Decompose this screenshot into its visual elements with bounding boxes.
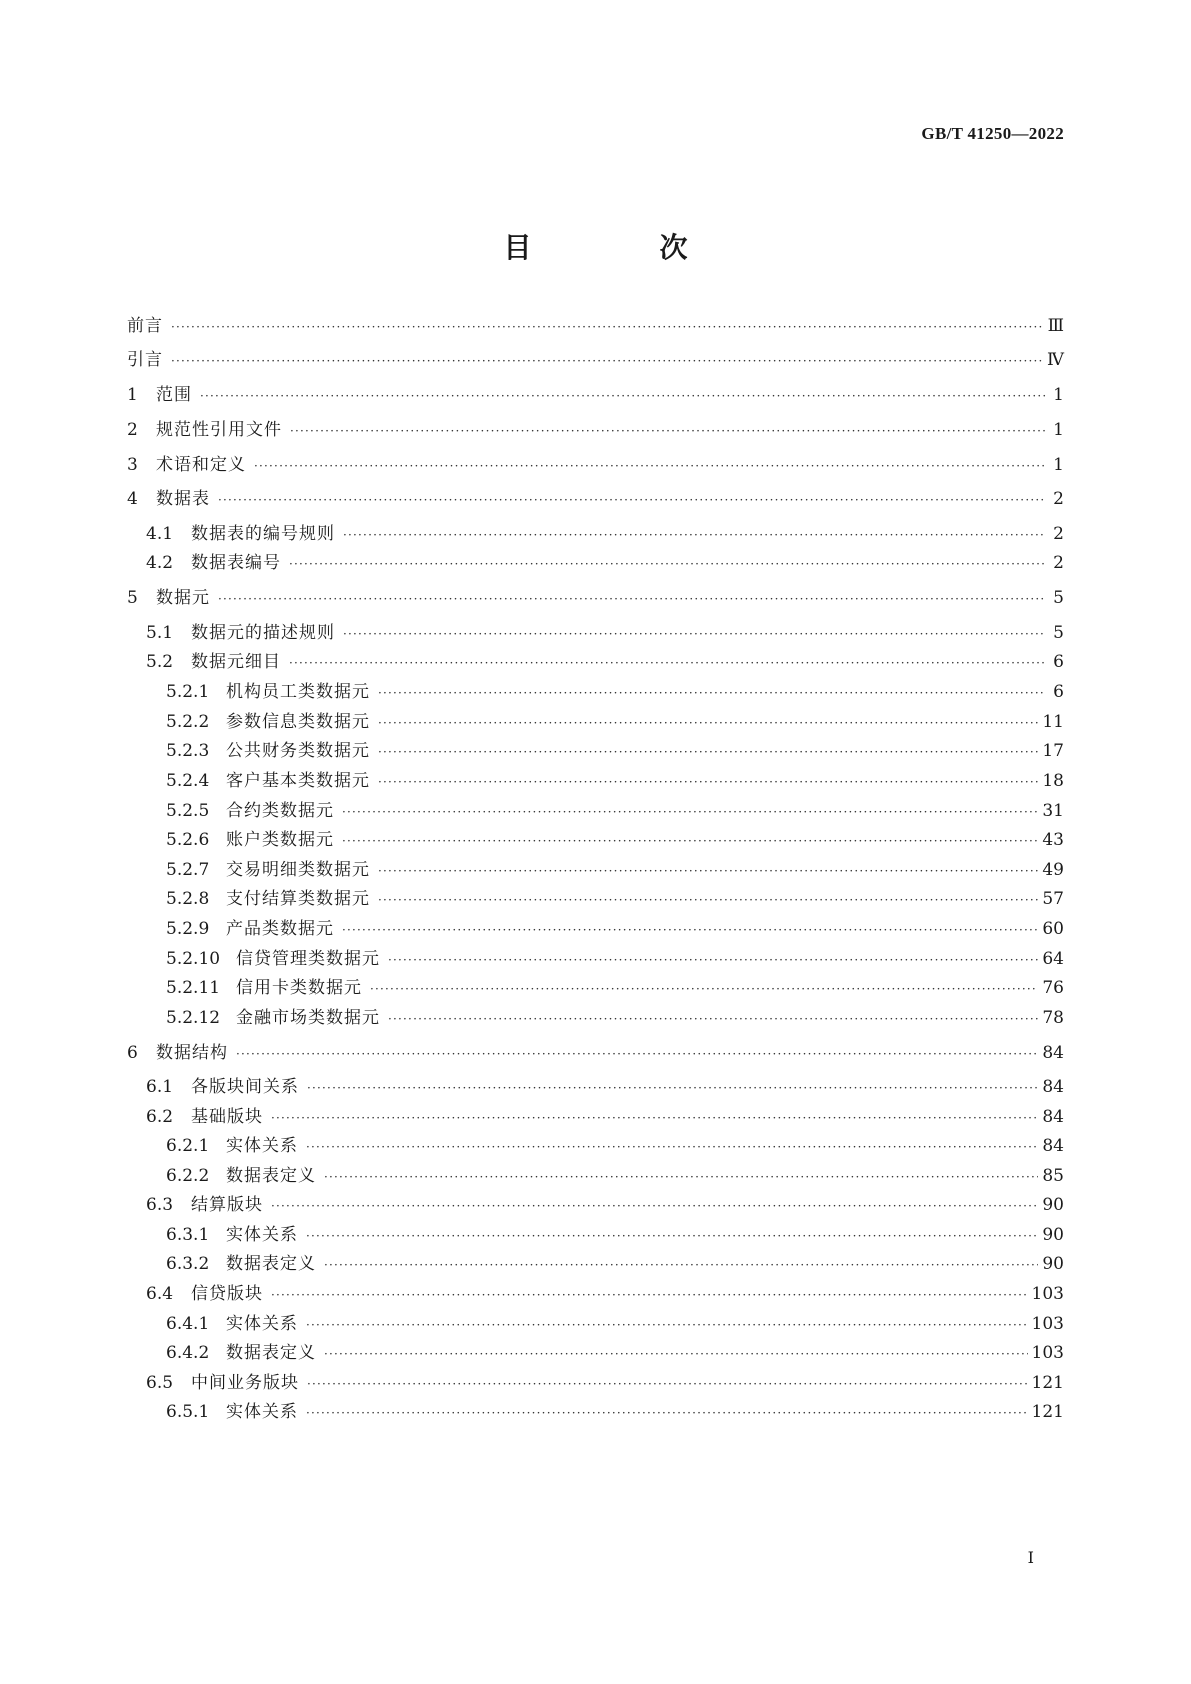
toc-entry-number: 5.2.8 xyxy=(166,889,210,909)
toc-leader-dots xyxy=(378,893,1038,907)
toc-entry-label: 数据元细目 xyxy=(191,652,281,672)
toc-entry-number: 5.1 xyxy=(146,623,174,643)
toc-leader-dots xyxy=(306,1229,1038,1243)
toc-entry-page: 84 xyxy=(1042,1043,1064,1063)
toc-entry-page: 49 xyxy=(1042,860,1064,880)
toc-entry-number: 2 xyxy=(127,420,138,440)
toc-entry-number: 4.2 xyxy=(146,553,174,573)
toc-entry-number: 6.2.1 xyxy=(166,1136,210,1156)
toc-entry-number: 6.1 xyxy=(146,1077,174,1097)
toc-leader-dots xyxy=(171,320,1044,334)
toc-entry-page: 64 xyxy=(1042,949,1064,969)
toc-entry-label: 合约类数据元 xyxy=(226,801,334,821)
toc-entry-page: Ⅲ xyxy=(1047,316,1064,336)
toc-entry-page: 90 xyxy=(1042,1225,1064,1245)
toc-leader-dots xyxy=(271,1288,1028,1302)
toc-entry-label: 支付结算类数据元 xyxy=(226,889,370,909)
toc-entry-page: 76 xyxy=(1042,978,1064,998)
toc-leader-dots xyxy=(289,656,1046,670)
toc-entry-page: 17 xyxy=(1042,741,1064,761)
toc-leader-dots xyxy=(271,1111,1038,1125)
toc-entry[interactable] xyxy=(166,914,1064,939)
toc-entry-label: 信贷版块 xyxy=(191,1284,263,1304)
toc-entry-label: 前言 xyxy=(127,316,163,336)
toc-entry[interactable] xyxy=(166,1338,1064,1363)
toc-entry[interactable] xyxy=(146,1072,1064,1097)
toc-entry-label: 信用卡类数据元 xyxy=(236,978,362,998)
toc-entry[interactable] xyxy=(166,1249,1064,1274)
toc-entry[interactable] xyxy=(166,825,1064,850)
toc-entry[interactable] xyxy=(166,973,1064,998)
toc-leader-dots xyxy=(307,1377,1028,1391)
toc-entry-number: 4.1 xyxy=(146,524,174,544)
toc-leader-dots xyxy=(218,592,1046,606)
toc-entry-number: 6.5 xyxy=(146,1373,174,1393)
toc-entry-page: 85 xyxy=(1042,1166,1064,1186)
toc-entry-number: 6.2 xyxy=(146,1107,174,1127)
toc-leader-dots xyxy=(378,864,1038,878)
toc-entry[interactable] xyxy=(146,647,1064,672)
toc-entry-label: 机构员工类数据元 xyxy=(226,682,370,702)
toc-entry-label: 实体关系 xyxy=(226,1136,298,1156)
toc-entry-label: 数据结构 xyxy=(156,1043,228,1063)
toc-entry[interactable] xyxy=(146,618,1064,643)
toc-entry-number: 5.2.9 xyxy=(166,919,210,939)
toc-entry-page: 121 xyxy=(1031,1402,1064,1422)
toc-entry[interactable] xyxy=(146,1102,1064,1127)
toc-entry-page: 78 xyxy=(1042,1008,1064,1028)
toc-entry-label: 基础版块 xyxy=(191,1107,263,1127)
toc-leader-dots xyxy=(342,805,1038,819)
toc-entry-page: 121 xyxy=(1031,1373,1064,1393)
toc-leader-dots xyxy=(254,459,1046,473)
toc-entry-page: Ⅳ xyxy=(1047,350,1064,370)
toc-entry-label: 账户类数据元 xyxy=(226,830,334,850)
toc-entry-number: 6.3 xyxy=(146,1195,174,1215)
toc-entry-page: 1 xyxy=(1053,385,1064,405)
toc-entry[interactable] xyxy=(127,1038,1064,1063)
toc-entry-number: 4 xyxy=(127,489,138,509)
toc-leader-dots xyxy=(306,1140,1038,1154)
toc-leader-dots xyxy=(200,389,1046,403)
toc-entry-page: 84 xyxy=(1042,1107,1064,1127)
toc-entry[interactable] xyxy=(166,884,1064,909)
toc-entry-number: 5.2.2 xyxy=(166,712,210,732)
toc-entry-page: 103 xyxy=(1031,1343,1064,1363)
standard-code: GB/T 41250—2022 xyxy=(921,124,1064,143)
toc-entry-number: 6 xyxy=(127,1043,138,1063)
toc-leader-dots xyxy=(306,1318,1028,1332)
toc-entry-label: 结算版块 xyxy=(191,1195,263,1215)
toc-entry-number: 5.2.7 xyxy=(166,860,210,880)
toc-entry-label: 中间业务版块 xyxy=(191,1373,299,1393)
toc-entry[interactable] xyxy=(166,1131,1064,1156)
toc-entry-page: 2 xyxy=(1053,553,1064,573)
toc-entry-label: 数据表的编号规则 xyxy=(191,524,335,544)
toc-leader-dots xyxy=(343,627,1046,641)
toc-entry-page: 2 xyxy=(1053,489,1064,509)
toc-entry-label: 数据表定义 xyxy=(226,1254,316,1274)
toc-entry-label: 数据表定义 xyxy=(226,1166,316,1186)
toc-entry-page: 6 xyxy=(1053,652,1064,672)
toc-entry-page: 18 xyxy=(1042,771,1064,791)
toc-leader-dots xyxy=(271,1199,1038,1213)
toc-entry-page: 90 xyxy=(1042,1254,1064,1274)
toc-entry-label: 实体关系 xyxy=(226,1314,298,1334)
toc-leader-dots xyxy=(388,1012,1038,1026)
toc-entry-label: 信贷管理类数据元 xyxy=(236,949,380,969)
toc-entry[interactable] xyxy=(146,1279,1064,1304)
toc-leader-dots xyxy=(289,557,1046,571)
toc-entry[interactable] xyxy=(166,1220,1064,1245)
toc-entry-page: 103 xyxy=(1031,1314,1064,1334)
toc-entry-label: 客户基本类数据元 xyxy=(226,771,370,791)
toc-entry[interactable] xyxy=(166,855,1064,880)
toc-entry-number: 1 xyxy=(127,385,138,405)
toc-leader-dots xyxy=(171,354,1043,368)
toc-entry-number: 5 xyxy=(127,588,138,608)
toc-leader-dots xyxy=(290,424,1046,438)
toc-entry[interactable] xyxy=(127,450,1064,475)
toc-entry[interactable] xyxy=(146,519,1064,544)
toc-entry-number: 6.3.2 xyxy=(166,1254,210,1274)
toc-entry-number: 5.2.1 xyxy=(166,682,210,702)
toc-entry-number: 5.2.12 xyxy=(166,1008,221,1028)
toc-entry-label: 参数信息类数据元 xyxy=(226,712,370,732)
toc-entry[interactable] xyxy=(166,1161,1064,1186)
toc-entry[interactable] xyxy=(166,1309,1064,1334)
toc-title: 目 次 xyxy=(503,231,738,264)
toc-entry-page: 43 xyxy=(1042,830,1064,850)
toc-entry[interactable] xyxy=(166,796,1064,821)
toc-entry-number: 3 xyxy=(127,455,138,475)
toc-entry-number: 5.2.11 xyxy=(166,978,221,998)
toc-leader-dots xyxy=(324,1258,1038,1272)
toc-entry[interactable] xyxy=(146,548,1064,573)
toc-entry[interactable] xyxy=(166,707,1064,732)
toc-entry-page: 6 xyxy=(1053,682,1064,702)
toc-entry-page: 84 xyxy=(1042,1077,1064,1097)
toc-entry-label: 实体关系 xyxy=(226,1402,298,1422)
toc-leader-dots xyxy=(307,1081,1038,1095)
toc-entry-label: 数据表定义 xyxy=(226,1343,316,1363)
toc-entry-number: 5.2 xyxy=(146,652,174,672)
toc-entry-page: 60 xyxy=(1042,919,1064,939)
toc-entry[interactable] xyxy=(166,766,1064,791)
toc-entry-page: 103 xyxy=(1031,1284,1064,1304)
page-number: I xyxy=(1027,1548,1034,1567)
toc-entry-label: 范围 xyxy=(156,385,192,405)
toc-entry-page: 11 xyxy=(1042,712,1064,732)
toc-entry-label: 各版块间关系 xyxy=(191,1077,299,1097)
toc-entry-page: 2 xyxy=(1053,524,1064,544)
toc-leader-dots xyxy=(306,1406,1028,1420)
toc-entry-number: 5.2.4 xyxy=(166,771,210,791)
toc-entry-number: 5.2.3 xyxy=(166,741,210,761)
toc-entry-label: 数据表编号 xyxy=(191,553,281,573)
toc-entry-number: 5.2.6 xyxy=(166,830,210,850)
toc-leader-dots xyxy=(370,982,1038,996)
toc-entry-page: 5 xyxy=(1053,623,1064,643)
toc-entry-number: 6.4 xyxy=(146,1284,174,1304)
toc-entry-page: 84 xyxy=(1042,1136,1064,1156)
toc-entry-number: 5.2.5 xyxy=(166,801,210,821)
toc-entry-number: 6.3.1 xyxy=(166,1225,210,1245)
toc-entry-label: 术语和定义 xyxy=(156,455,246,475)
toc-entry[interactable] xyxy=(127,415,1064,440)
toc-entry-page: 90 xyxy=(1042,1195,1064,1215)
toc-entry-number: 5.2.10 xyxy=(166,949,221,969)
toc-entry-label: 引言 xyxy=(127,350,163,370)
toc-leader-dots xyxy=(378,775,1038,789)
toc-entry-number: 6.4.2 xyxy=(166,1343,210,1363)
toc-entry-number: 6.5.1 xyxy=(166,1402,210,1422)
toc-leader-dots xyxy=(236,1047,1038,1061)
toc-entry-label: 实体关系 xyxy=(226,1225,298,1245)
toc-entry-label: 交易明细类数据元 xyxy=(226,860,370,880)
toc-entry[interactable] xyxy=(146,1190,1064,1215)
toc-entry[interactable] xyxy=(127,380,1064,405)
toc-entry[interactable] xyxy=(166,944,1064,969)
toc-entry-page: 5 xyxy=(1053,588,1064,608)
toc-entry-number: 6.4.1 xyxy=(166,1314,210,1334)
toc-entry[interactable] xyxy=(166,677,1064,702)
toc-leader-dots xyxy=(342,834,1038,848)
toc-entry[interactable] xyxy=(127,484,1064,509)
toc-entry-label: 数据元的描述规则 xyxy=(191,623,335,643)
toc-entry-page: 1 xyxy=(1053,420,1064,440)
toc-leader-dots xyxy=(218,493,1046,507)
toc-entry-label: 规范性引用文件 xyxy=(156,420,282,440)
toc-leader-dots xyxy=(388,953,1038,967)
toc-entry-label: 数据元 xyxy=(156,588,210,608)
toc-entry-number: 6.2.2 xyxy=(166,1166,210,1186)
toc-entry[interactable] xyxy=(127,583,1064,608)
toc-entry-page: 57 xyxy=(1042,889,1064,909)
toc-leader-dots xyxy=(343,528,1046,542)
toc-leader-dots xyxy=(342,923,1038,937)
toc-entry-label: 金融市场类数据元 xyxy=(236,1008,380,1028)
toc-entry[interactable] xyxy=(127,311,1064,336)
toc-entry[interactable] xyxy=(166,1397,1064,1422)
toc-entry[interactable] xyxy=(166,1003,1064,1028)
toc-entry-label: 产品类数据元 xyxy=(226,919,334,939)
toc-entry-page: 1 xyxy=(1053,455,1064,475)
toc-leader-dots xyxy=(378,716,1038,730)
toc-leader-dots xyxy=(324,1170,1038,1184)
toc-entry[interactable] xyxy=(146,1368,1064,1393)
toc-entry[interactable] xyxy=(127,345,1064,370)
toc-entry-page: 31 xyxy=(1042,801,1064,821)
toc-leader-dots xyxy=(378,686,1046,700)
toc-entry-label: 数据表 xyxy=(156,489,210,509)
toc-entry-label: 公共财务类数据元 xyxy=(226,741,370,761)
toc-leader-dots xyxy=(378,745,1038,759)
toc-entry[interactable] xyxy=(166,736,1064,761)
toc-leader-dots xyxy=(324,1347,1028,1361)
